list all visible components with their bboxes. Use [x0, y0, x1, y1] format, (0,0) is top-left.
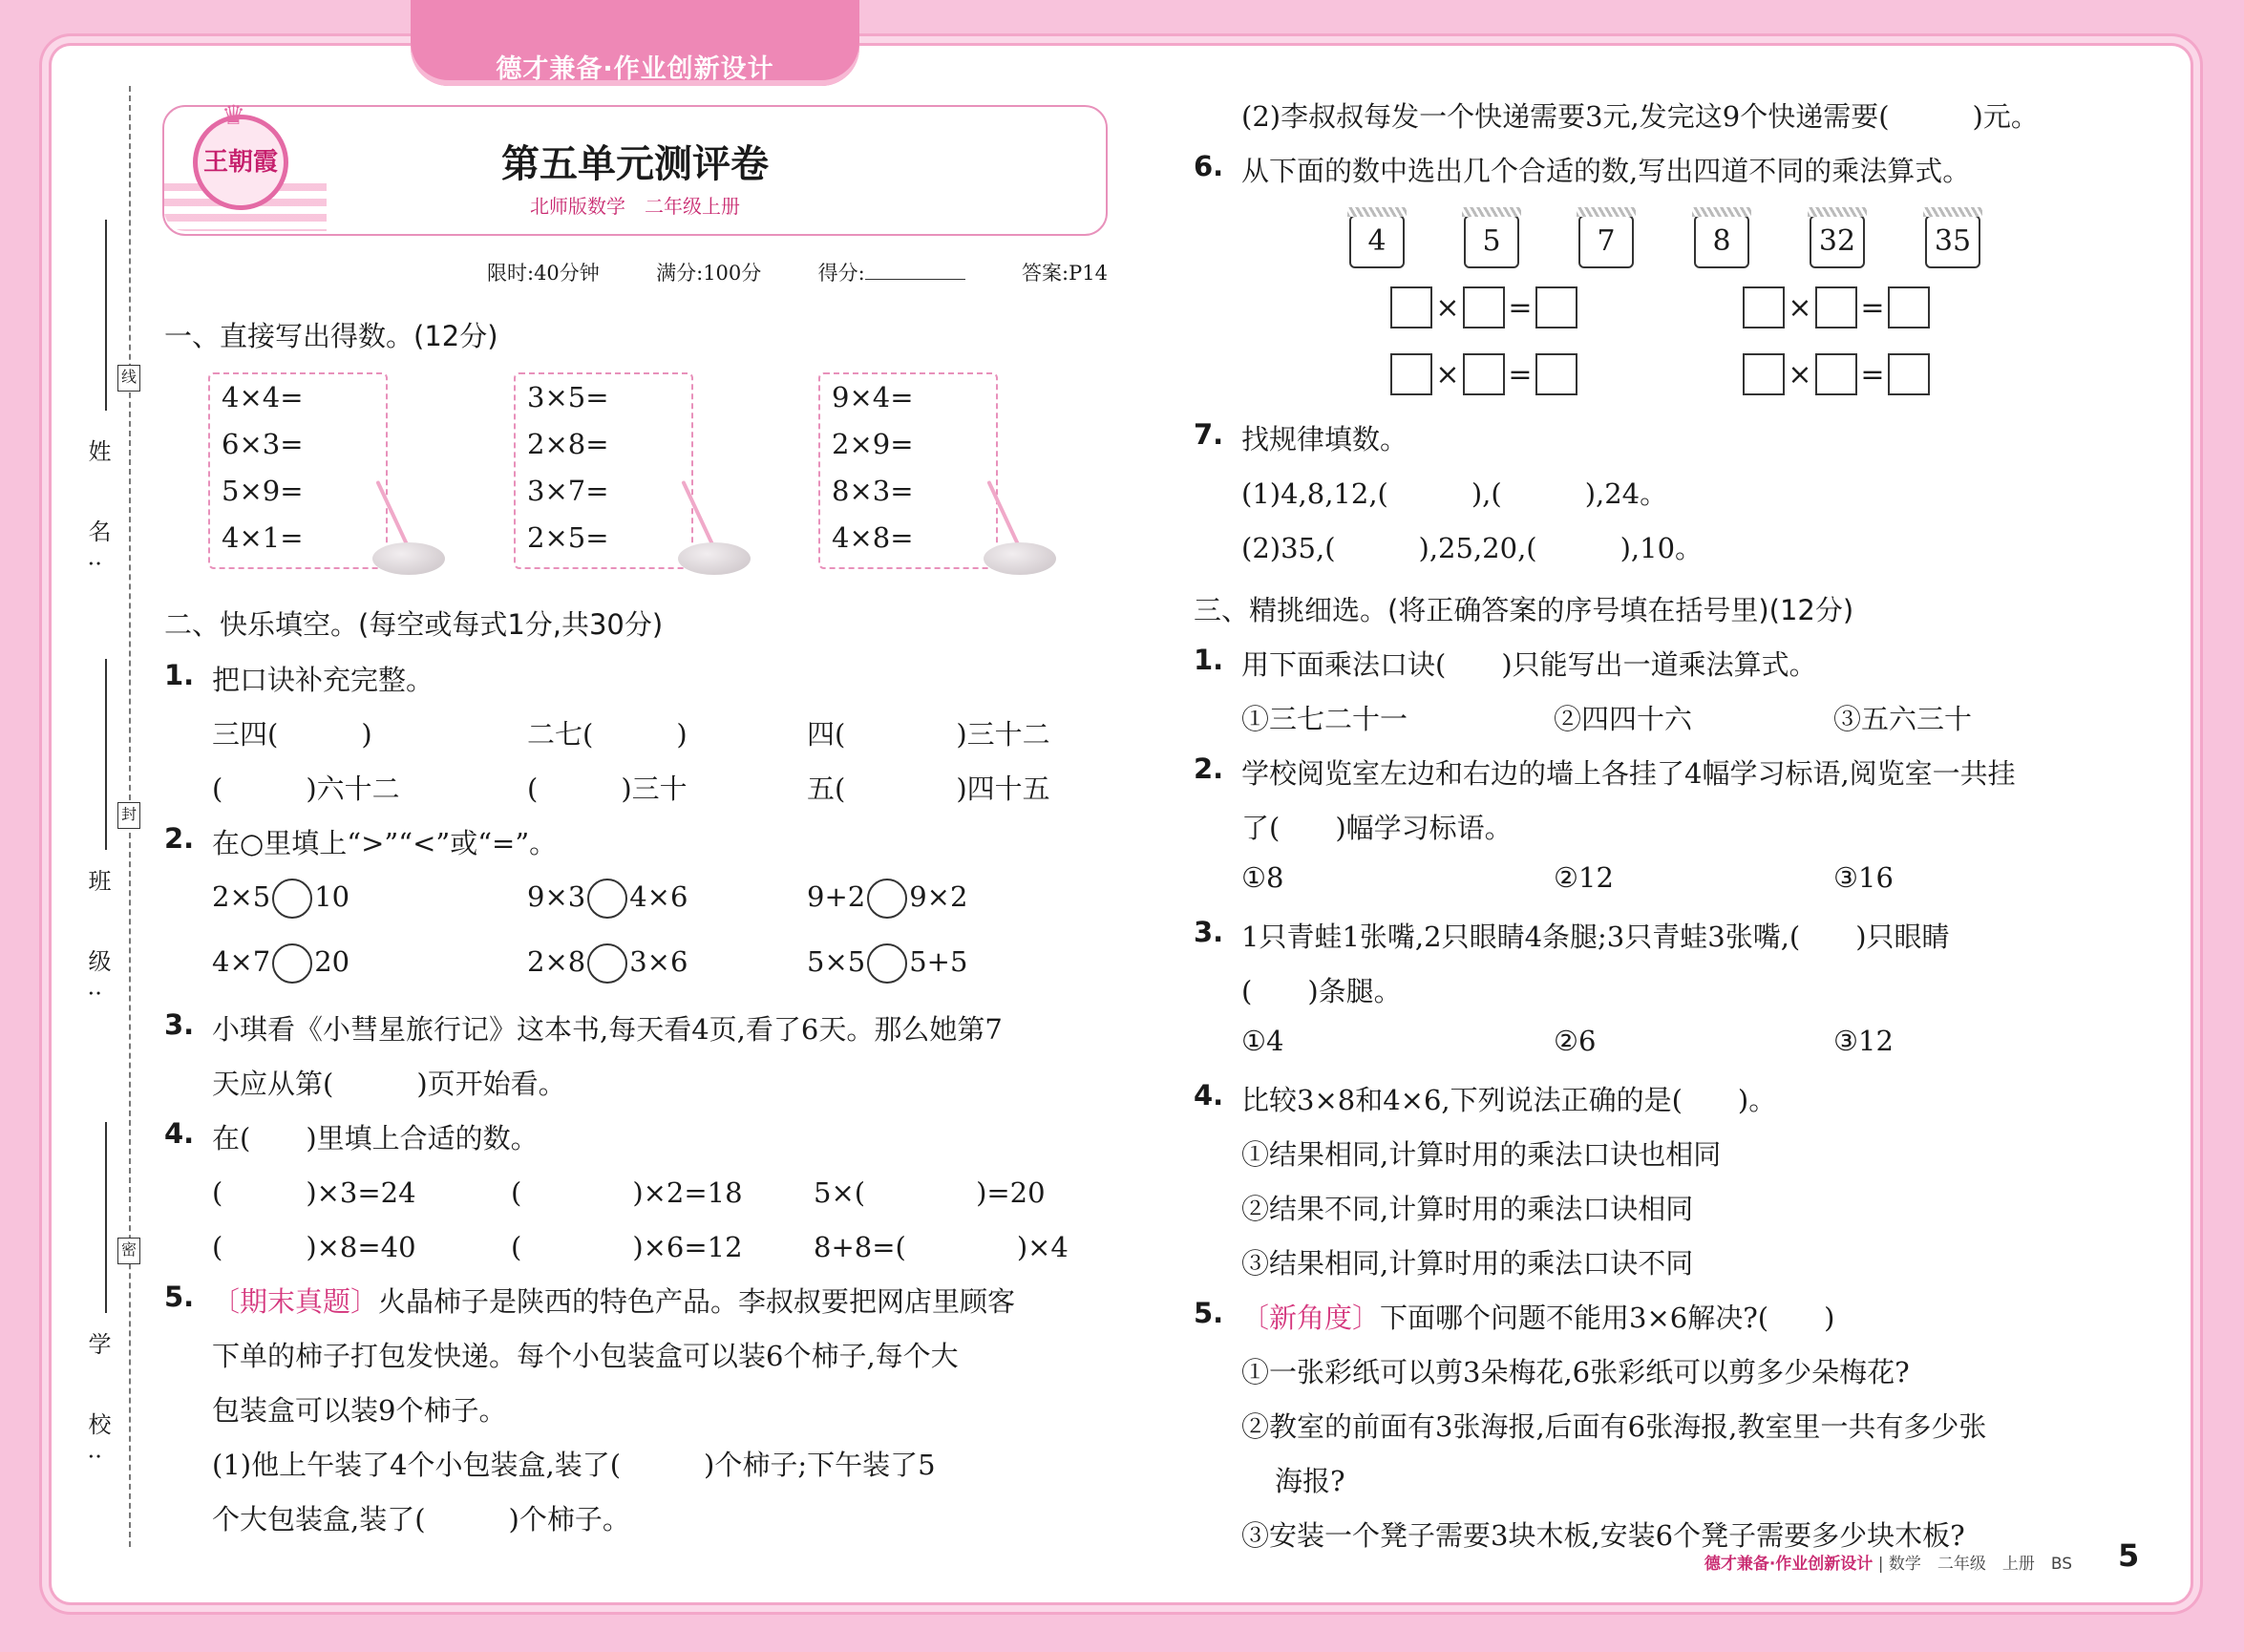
c3-line2[interactable]: ( )条腿。: [1241, 975, 1402, 1007]
option: ②四四十六: [1554, 703, 1693, 735]
option: ③结果相同,计算时用的乘法口诀不同: [1241, 1247, 1694, 1280]
calc-item[interactable]: 6×3=: [222, 428, 304, 460]
c5-tag: 〔新角度〕: [1241, 1302, 1381, 1334]
q2-text: 在○里填上“>”“<”或“=”。: [212, 827, 558, 859]
section-3-heading: 三、精挑细选。(将正确答案的序号填在括号里)(12分): [1194, 594, 1854, 626]
answer-box[interactable]: [1743, 353, 1785, 395]
c4-text[interactable]: 比较3×8和4×6,下列说法正确的是( )。: [1241, 1084, 1777, 1116]
option: ③12: [1833, 1025, 1894, 1057]
page-subtitle: 北师版数学 二年级上册: [530, 195, 740, 218]
compare-circle[interactable]: [587, 879, 627, 919]
q1-blank[interactable]: 二七( ): [527, 718, 688, 751]
option: ③安装一个凳子需要3块木板,安装6个凳子需要多少块木板?: [1241, 1519, 1965, 1552]
q3-line1: 小琪看《小彗星旅行记》这本书,每天看4页,看了6天。那么她第7: [212, 1013, 1003, 1046]
banner-text: 德才兼备·作业创新设计: [496, 54, 774, 84]
answer-box[interactable]: [1463, 286, 1505, 328]
c4-number: 4.: [1194, 1079, 1224, 1112]
option: ①4: [1241, 1025, 1284, 1057]
c3-line1[interactable]: 1只青蛙1张嘴,2只眼睛4条腿;3只青蛙3张嘴,( )只眼睛: [1241, 921, 1950, 953]
school-line: [105, 1122, 107, 1313]
school-label: 学 校:: [84, 1332, 111, 1478]
name-line: [105, 220, 107, 411]
q5-tag: 〔期末真题〕: [212, 1285, 379, 1318]
option: ③五六三十: [1833, 703, 1973, 735]
q2-number: 2.: [164, 822, 195, 855]
calc-card-1: [208, 372, 388, 569]
q1-blank[interactable]: ( )六十二: [212, 773, 400, 805]
footer-info: | 数学 二年级 上册 BS: [1877, 1555, 2072, 1574]
name-label: 姓 名:: [84, 439, 111, 585]
score-field[interactable]: 得分:: [818, 258, 965, 286]
answer-box[interactable]: [1463, 353, 1505, 395]
option: ②6: [1554, 1025, 1597, 1057]
option-cont: 海报?: [1275, 1465, 1345, 1497]
q3-number: 3.: [164, 1008, 195, 1041]
calc-item[interactable]: 3×5=: [527, 381, 609, 413]
top-banner: [411, 0, 859, 86]
compare-circle[interactable]: [587, 943, 627, 984]
feng-mark: 封: [117, 802, 140, 829]
option: ①三七二十一: [1241, 703, 1408, 735]
q4-blank[interactable]: 5×( )=20: [814, 1176, 1046, 1209]
q7-line1[interactable]: (1)4,8,12,( ),( ),24。: [1241, 477, 1668, 510]
answer-box[interactable]: [1888, 286, 1930, 328]
c2-number: 2.: [1194, 752, 1224, 785]
c5-text[interactable]: 〔新角度〕下面哪个问题不能用3×6解决?( ): [1241, 1302, 1835, 1334]
section-2-heading: 二、快乐填空。(每空或每式1分,共30分): [164, 608, 664, 641]
calc-item[interactable]: 4×1=: [222, 521, 304, 554]
answer-ref: 答案:P14: [1022, 262, 1108, 285]
option: ①一张彩纸可以剪3朵梅花,6张彩纸可以剪多少朵梅花?: [1241, 1356, 1910, 1388]
c2-line2[interactable]: 了( )幅学习标语。: [1241, 812, 1513, 844]
brand-logo: 王朝霞: [193, 115, 288, 210]
compare-item: 4×7 20: [212, 943, 349, 984]
option: ②结果不同,计算时用的乘法口诀相同: [1241, 1193, 1694, 1225]
full-score: 满分:100分: [656, 262, 762, 285]
number-card: 5: [1464, 215, 1519, 268]
option: ①结果相同,计算时用的乘法口诀也相同: [1241, 1138, 1722, 1171]
answer-box[interactable]: [1815, 353, 1857, 395]
number-card: 4: [1349, 215, 1405, 268]
footer: [1704, 1550, 2072, 1574]
q4-blank[interactable]: 8+8=( )×4: [814, 1231, 1069, 1263]
q4-blank[interactable]: ( )×6=12: [511, 1231, 743, 1263]
q4-text: 在( )里填上合适的数。: [212, 1122, 539, 1154]
c3-number: 3.: [1194, 916, 1224, 948]
answer-box[interactable]: [1535, 353, 1577, 395]
equation-template: × =: [1390, 353, 1577, 395]
q7-number: 7.: [1194, 418, 1224, 451]
page-title: 第五单元测评卷: [501, 142, 769, 186]
class-line: [105, 659, 107, 850]
number-card: 35: [1925, 215, 1980, 268]
c5-number: 5.: [1194, 1297, 1224, 1329]
calc-item[interactable]: 2×5=: [527, 521, 609, 554]
equation-template: × =: [1390, 286, 1577, 328]
q7-text: 找规律填数。: [1241, 423, 1408, 455]
compare-item: 2×5 10: [212, 879, 349, 919]
calc-item[interactable]: 3×7=: [527, 475, 609, 507]
stone-decoration: [372, 542, 445, 575]
q6-number: 6.: [1194, 150, 1224, 182]
answer-box[interactable]: [1888, 353, 1930, 395]
answer-box[interactable]: [1390, 353, 1432, 395]
q4-blank[interactable]: ( )×8=40: [212, 1231, 416, 1263]
compare-circle[interactable]: [867, 943, 907, 984]
compare-circle[interactable]: [272, 943, 312, 984]
compare-item: 9×3 4×6: [527, 879, 688, 919]
q3-line2[interactable]: 天应从第( )页开始看。: [212, 1068, 566, 1100]
q1-blank[interactable]: 五( )四十五: [807, 773, 1050, 805]
compare-item: 2×8 3×6: [527, 943, 688, 984]
stone-decoration: [678, 542, 751, 575]
q5-line6[interactable]: (2)李叔叔每发一个快递需要3元,发完这9个快递需要( )元。: [1241, 100, 2039, 133]
footer-brand: 德才兼备·作业创新设计: [1704, 1555, 1874, 1574]
number-card: 32: [1810, 215, 1865, 268]
q1-blank[interactable]: 三四( ): [212, 718, 372, 751]
option: ②教室的前面有3张海报,后面有6张海报,教室里一共有多少张: [1241, 1410, 1987, 1443]
q5-line2: 下单的柿子打包发快递。每个小包装盒可以装6个柿子,每个大: [212, 1340, 959, 1372]
exam-meta: [487, 258, 1108, 286]
page-number: 5: [2118, 1537, 2140, 1574]
class-label: 班 级:: [84, 869, 111, 1015]
q5-line1: 〔期末真题〕火晶柿子是陕西的特色产品。李叔叔要把网店里顾客: [212, 1285, 1016, 1318]
c1-text[interactable]: 用下面乘法口诀( )只能写出一道乘法算式。: [1241, 648, 1817, 681]
c2-line1: 学校阅览室左边和右边的墙上各挂了4幅学习标语,阅览室一共挂: [1241, 757, 2016, 790]
equation-template: × =: [1743, 353, 1930, 395]
calc-card-2: [514, 372, 693, 569]
q6-text: 从下面的数中选出几个合适的数,写出四道不同的乘法算式。: [1241, 155, 1971, 187]
q7-line2[interactable]: (2)35,( ),25,20,( ),10。: [1241, 532, 1704, 564]
compare-circle[interactable]: [272, 879, 312, 919]
compare-circle[interactable]: [867, 879, 907, 919]
q1-text: 把口诀补充完整。: [212, 664, 434, 696]
answer-box[interactable]: [1390, 286, 1432, 328]
q5-line4[interactable]: (1)他上午装了4个小包装盒,装了( )个柿子;下午装了5: [212, 1449, 936, 1481]
calc-item[interactable]: 5×9=: [222, 475, 304, 507]
q4-blank[interactable]: ( )×2=18: [511, 1176, 743, 1209]
number-card: 8: [1694, 215, 1749, 268]
xian-mark: 线: [117, 365, 140, 392]
q5-line5[interactable]: 个大包装盒,装了( )个柿子。: [212, 1503, 630, 1536]
number-card: 7: [1578, 215, 1634, 268]
q5-line3: 包装盒可以装9个柿子。: [212, 1394, 507, 1427]
crown-icon: ♛: [222, 99, 246, 131]
time-limit: 限时:40分钟: [487, 262, 600, 285]
option: ②12: [1554, 861, 1614, 894]
calc-card-3: [818, 372, 998, 569]
calc-item[interactable]: 2×8=: [527, 428, 609, 460]
title-header: [162, 99, 1108, 236]
compare-item: 5×5 5+5: [807, 943, 967, 984]
stone-decoration: [984, 542, 1056, 575]
compare-item: 9+2 9×2: [807, 879, 967, 919]
q4-blank[interactable]: ( )×3=24: [212, 1176, 416, 1209]
calc-item[interactable]: 8×3=: [832, 475, 914, 507]
q1-blank[interactable]: ( )三十: [527, 773, 688, 805]
answer-box[interactable]: [1535, 286, 1577, 328]
calc-item[interactable]: 4×8=: [832, 521, 914, 554]
answer-box[interactable]: [1743, 286, 1785, 328]
q5-number: 5.: [164, 1281, 195, 1313]
option: ③16: [1833, 861, 1894, 894]
calc-item[interactable]: 9×4=: [832, 381, 914, 413]
c1-number: 1.: [1194, 644, 1224, 676]
option: ①8: [1241, 861, 1284, 894]
calc-item[interactable]: 2×9=: [832, 428, 914, 460]
q1-number: 1.: [164, 659, 195, 691]
equation-template: × =: [1743, 286, 1930, 328]
q4-number: 4.: [164, 1117, 195, 1150]
calc-item[interactable]: 4×4=: [222, 381, 304, 413]
mi-mark: 密: [117, 1238, 140, 1264]
answer-box[interactable]: [1815, 286, 1857, 328]
q1-blank[interactable]: 四( )三十二: [807, 718, 1050, 751]
section-1-heading: 一、直接写出得数。(12分): [164, 320, 498, 352]
